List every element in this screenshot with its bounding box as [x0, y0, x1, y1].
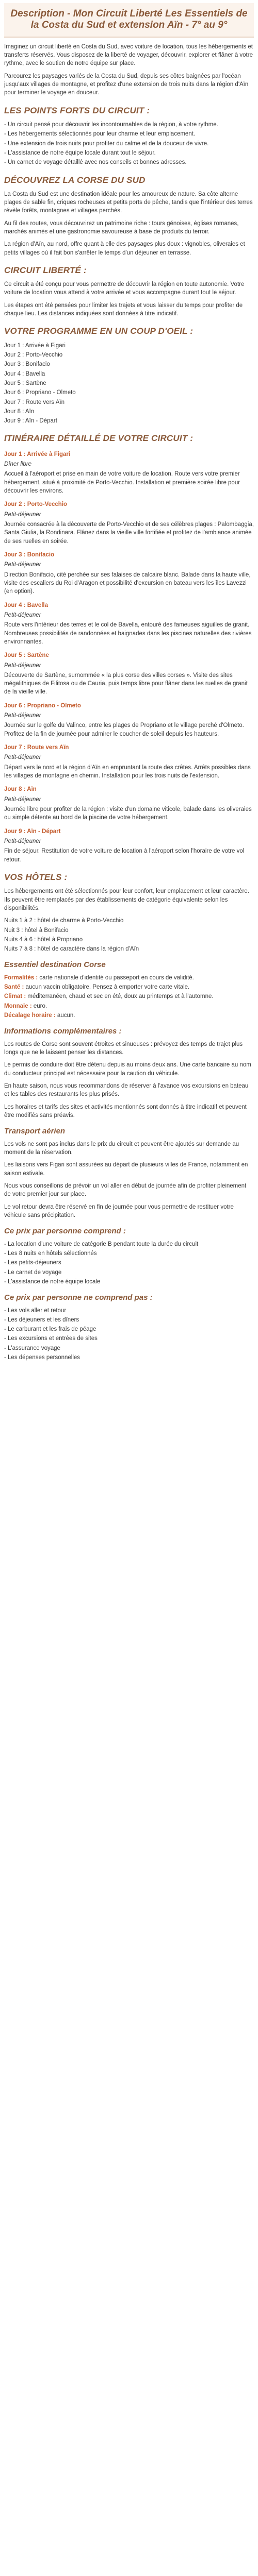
programme-day: Jour 6 : Propriano - Olmeto	[4, 389, 76, 396]
transport-heading: Transport aérien	[4, 1127, 66, 1136]
programme-day: Jour 4 : Bavella	[4, 370, 45, 377]
day-meal: Petit-déjeuner	[4, 662, 41, 669]
prix-ne-comprend-heading: Ce prix par personne ne comprend pas :	[4, 1293, 153, 1302]
essentiel-item	[4, 1011, 254, 1020]
intro-paragraph: Imaginez un circuit liberté en Costa du Sud, avec voiture de location, tous les hébergements et transferts réservés. Vous disposez de la liberté de voyager, découvrir, explorer et flâner à votre rythme, avec le soutien de notre équipe sur place.	[4, 43, 253, 67]
points-forts-heading: LES POINTS FORTS DU CIRCUIT :	[4, 105, 150, 115]
day-meal: Petit-déjeuner	[4, 838, 41, 845]
day-description: Route vers l'intérieur des terres et le col de Bavella, entouré des fameuses aiguilles de granit. Nombreuses possibilités de randonnées et baignades dans les piscines naturelles des rivières environnantes.	[4, 622, 252, 645]
essentiel-item	[4, 1002, 254, 1010]
day-block	[4, 551, 254, 596]
day-description: Accueil à l'aéroport et prise en main de votre voiture de location. Route vers votre premier hébergement, situé à proximité de Porto-Vecchio. Installation et première soirée libre pour découvrir les environs.	[4, 471, 240, 494]
hotel-item: Nuits 7 à 8 : hôtel de caractère dans la région d'Aïn	[4, 946, 139, 953]
hotel-item: Nuits 4 à 6 : hôtel à Propriano	[4, 936, 83, 943]
essentiel-label: Monnaie :	[4, 1003, 32, 1009]
decouvrez-paragraph: Au fil des routes, vous découvrirez un patrimoine riche : tours génoises, églises romanes, marchés animés et une gastronomie savoureuse à base de produits du terroir.	[4, 220, 239, 235]
day-meal: Dîner libre	[4, 461, 32, 467]
decouvrez-paragraph: La région d'Aïn, au nord, offre quant à elle des paysages plus doux : vignobles, oliveraies et petits villages où il fait bon s'arrêter le temps d'un déjeuner en terrasse.	[4, 241, 245, 256]
prix-comprend-item: - L'assistance de notre équipe locale	[4, 1278, 101, 1285]
hotels-heading: VOS HÔTELS :	[4, 872, 68, 883]
essentiel-label: Climat :	[4, 993, 26, 1000]
day-block	[4, 651, 254, 697]
infos-paragraph: En haute saison, nous vous recommandons de réserver à l'avance vos excursions en bateau et les tables des restaurants les plus prisés.	[4, 1083, 249, 1098]
infos-paragraph: Les horaires et tarifs des sites et activités mentionnés sont donnés à titre indicatif et peuvent être modifiés sans préavis.	[4, 1104, 247, 1119]
day-description: Fin de séjour. Restitution de votre voiture de location à l'aéroport selon l'horaire de votre vol retour.	[4, 848, 245, 863]
circuit-liberte-paragraph: Les étapes ont été pensées pour limiter les trajets et vous laisser du temps pour profiter de chaque lieu. Les distances indiquées sont données à titre indicatif.	[4, 302, 243, 317]
intro-section	[4, 43, 254, 97]
essentiel-text: méditerranéen, chaud et sec en été, doux au printemps et à l'automne.	[27, 993, 214, 1000]
programme-day: Jour 2 : Porto-Vecchio	[4, 351, 63, 358]
infos-heading: Informations complémentaires :	[4, 1027, 122, 1036]
essentiel-label: Santé :	[4, 984, 24, 991]
essentiel-text: aucun.	[57, 1012, 75, 1019]
day-description: Journée consacrée à la découverte de Porto-Vecchio et de ses célèbres plages : Palombaggia, Santa Giulia, la Rondinara. Flânez dans la vieille ville fortifiée et profitez de l'ambiance animée de ses ruelles en soirée.	[4, 521, 254, 545]
programme-list	[4, 342, 254, 426]
day-description: Découverte de Sartène, surnommée « la plus corse des villes corses ». Visite des sites mégalithiques de Filitosa ou de Cauria, puis temps libre pour flâner dans les ruelles de granit de la vieille ville.	[4, 672, 248, 696]
programme-day: Jour 3 : Bonifacio	[4, 361, 50, 368]
infos-paragraph: Le permis de conduire doit être détenu depuis au moins deux ans. Une carte bancaire au nom du conducteur principal est nécessaire pour la caution du véhicule.	[4, 1062, 251, 1077]
point-fort-item: - L'assistance de notre équipe locale durant tout le séjour.	[4, 149, 156, 156]
day-meal: Petit-déjeuner	[4, 612, 41, 618]
page-title: Description - Mon Circuit Liberté Les Essentiels de la Costa du Sud et extension Aïn - 7° au 9°	[10, 8, 248, 31]
essentiel-label: Décalage horaire :	[4, 1012, 56, 1019]
points-forts-list	[4, 121, 254, 167]
point-fort-item: - Un circuit pensé pour découvrir les incontournables de la région, à votre rythme.	[4, 121, 218, 128]
decouvrez-heading: DÉCOUVREZ LA CORSE DU SUD	[4, 175, 146, 185]
essentiel-item	[4, 992, 254, 1001]
hotel-item: Nuits 1 à 2 : hôtel de charme à Porto-Vecchio	[4, 918, 124, 924]
prix-comprend-heading: Ce prix par personne comprend :	[4, 1227, 126, 1236]
day-description: Direction Bonifacio, cité perchée sur ses falaises de calcaire blanc. Balade dans la haute ville, visite des escaliers du Roi d'Aragon et possibilité d'excursion en bateau vers les îles Lavezzi (en option).	[4, 571, 251, 595]
infos-paragraph: Les routes de Corse sont souvent étroites et sinueuses : prévoyez des temps de trajet plus longs que ne le laissent penser les distances.	[4, 1041, 243, 1056]
prix-ne-comprend-item: - Le carburant et les frais de péage	[4, 1326, 96, 1333]
programme-day: Jour 5 : Sartène	[4, 380, 46, 386]
prix-comprend-item: - Les 8 nuits en hôtels sélectionnés	[4, 1250, 97, 1257]
day-block	[4, 785, 254, 822]
prix-ne-comprend-item: - L'assurance voyage	[4, 1345, 60, 1351]
day-block	[4, 702, 254, 738]
intro-paragraph: Parcourez les paysages variés de la Costa du Sud, depuis ses côtes baignées par l'océan jusqu'aux villages de montagne, et profitez d'une extension de trois nuits dans la région d'Aïn pour terminer le voyage en douceur.	[4, 73, 249, 96]
point-fort-item: - Les hébergements sélectionnés pour leur charme et leur emplacement.	[4, 131, 196, 138]
point-fort-item: - Une extension de trois nuits pour profiter du calme et de la douceur de vivre.	[4, 140, 209, 147]
hotel-item: Nuit 3 : hôtel à Bonifacio	[4, 927, 69, 934]
transport-paragraph: Nous vous conseillons de prévoir un vol aller en début de journée afin de profiter pleinement de votre premier jour sur place.	[4, 1182, 247, 1198]
essentiel-list	[4, 974, 254, 1020]
day-title: Jour 5 : Sartène	[4, 652, 49, 659]
prix-comprend-list	[4, 1240, 254, 1286]
essentiel-label: Formalités :	[4, 974, 38, 981]
essentiel-heading: Essentiel destination Corse	[4, 960, 106, 970]
day-title: Jour 6 : Propriano - Olmeto	[4, 702, 81, 709]
day-title: Jour 8 : Aïn	[4, 786, 37, 793]
prix-ne-comprend-item: - Les vols aller et retour	[4, 1307, 67, 1314]
programme-day: Jour 1 : Arrivée à Figari	[4, 342, 66, 349]
prix-ne-comprend-item: - Les dépenses personnelles	[4, 1354, 80, 1361]
day-title: Jour 4 : Bavella	[4, 602, 49, 608]
essentiel-text: carte nationale d'identité ou passeport en cours de validité.	[39, 974, 194, 981]
day-title: Jour 2 : Porto-Vecchio	[4, 501, 68, 508]
prix-ne-comprend-item: - Les déjeuners et les dîners	[4, 1316, 79, 1323]
day-block	[4, 601, 254, 647]
prix-ne-comprend-list	[4, 1307, 254, 1362]
day-block	[4, 743, 254, 780]
prix-comprend-item: - La location d'une voiture de catégorie B pendant toute la durée du circuit	[4, 1241, 199, 1247]
programme-day: Jour 8 : Aïn	[4, 408, 35, 415]
day-block	[4, 450, 254, 496]
itineraire-heading: ITINÉRAIRE DÉTAILLÉ DE VOTRE CIRCUIT :	[4, 433, 194, 444]
day-meal: Petit-déjeuner	[4, 713, 41, 719]
day-block	[4, 500, 254, 546]
hotels-paragraph: Les hébergements ont été sélectionnés pour leur confort, leur emplacement et leur caractère. Ils peuvent être remplacés par des établissements de catégorie équivalente selon les disponibilités.	[4, 888, 249, 911]
day-meal: Petit-déjeuner	[4, 796, 41, 803]
day-title: Jour 3 : Bonifacio	[4, 551, 55, 558]
day-meal: Petit-déjeuner	[4, 511, 41, 518]
transport-paragraph: Le vol retour devra être réservé en fin de journée pour vous permettre de restituer votre véhicule sans précipitation.	[4, 1204, 234, 1218]
day-title: Jour 1 : Arrivée à Figari	[4, 451, 71, 457]
prix-comprend-item: - Les petits-déjeuners	[4, 1260, 61, 1266]
essentiel-item	[4, 983, 254, 991]
day-description: Journée libre pour profiter de la région : visite d'un domaine viticole, balade dans les oliveraies ou simple détente au bord de la piscine de votre hébergement.	[4, 806, 252, 821]
day-title: Jour 7 : Route vers Aïn	[4, 744, 69, 751]
day-title: Jour 9 : Aïn - Départ	[4, 828, 61, 835]
hero-banner	[4, 3, 254, 38]
prix-ne-comprend-item: - Les excursions et entrées de sites	[4, 1335, 98, 1342]
circuit-liberte-paragraph: Ce circuit a été conçu pour vous permettre de découvrir la région en toute autonomie. Votre voiture de location vous attend à votre arrivée et vous accompagne durant tout le séjour.	[4, 281, 245, 296]
programme-day: Jour 9 : Aïn - Départ	[4, 418, 57, 425]
day-description: Départ vers le nord et la région d'Aïn en empruntant la route des crêtes. Arrêts possibles dans les villages de montagne en chemin. Installation pour les trois nuits de l'extension.	[4, 764, 251, 779]
transport-paragraph: Les liaisons vers Figari sont assurées au départ de plusieurs villes de France, notamment en saison estivale.	[4, 1162, 248, 1177]
essentiel-item	[4, 974, 254, 982]
day-block	[4, 827, 254, 864]
point-fort-item: - Un carnet de voyage détaillé avec nos conseils et bonnes adresses.	[4, 159, 187, 166]
programme-heading: VOTRE PROGRAMME EN UN COUP D'OEIL :	[4, 326, 194, 336]
day-description: Journée sur le golfe du Valinco, entre les plages de Propriano et le village perché d'Olmeto. Profitez de la fin de journée pour admirer le coucher de soleil depuis les hauteurs.	[4, 722, 244, 737]
hotels-list	[4, 917, 254, 953]
day-meal: Petit-déjeuner	[4, 754, 41, 761]
programme-day: Jour 7 : Route vers Aïn	[4, 399, 64, 405]
essentiel-text: aucun vaccin obligatoire. Pensez à emporter votre carte vitale.	[25, 984, 190, 991]
essentiel-text: euro.	[33, 1003, 47, 1009]
circuit-liberte-heading: CIRCUIT LIBERTÉ :	[4, 265, 87, 275]
prix-comprend-item: - Le carnet de voyage	[4, 1269, 62, 1276]
day-meal: Petit-déjeuner	[4, 562, 41, 568]
transport-paragraph: Les vols ne sont pas inclus dans le prix du circuit et peuvent être ajoutés sur demande au moment de la réservation.	[4, 1141, 239, 1156]
decouvrez-paragraph: La Costa du Sud est une destination idéale pour les amoureux de nature. Sa côte alterne plages de sable fin, criques rocheuses et petits ports de pêche, tandis que l'intérieur des terres révèle forêts, montagnes et villages perchés.	[4, 191, 253, 214]
